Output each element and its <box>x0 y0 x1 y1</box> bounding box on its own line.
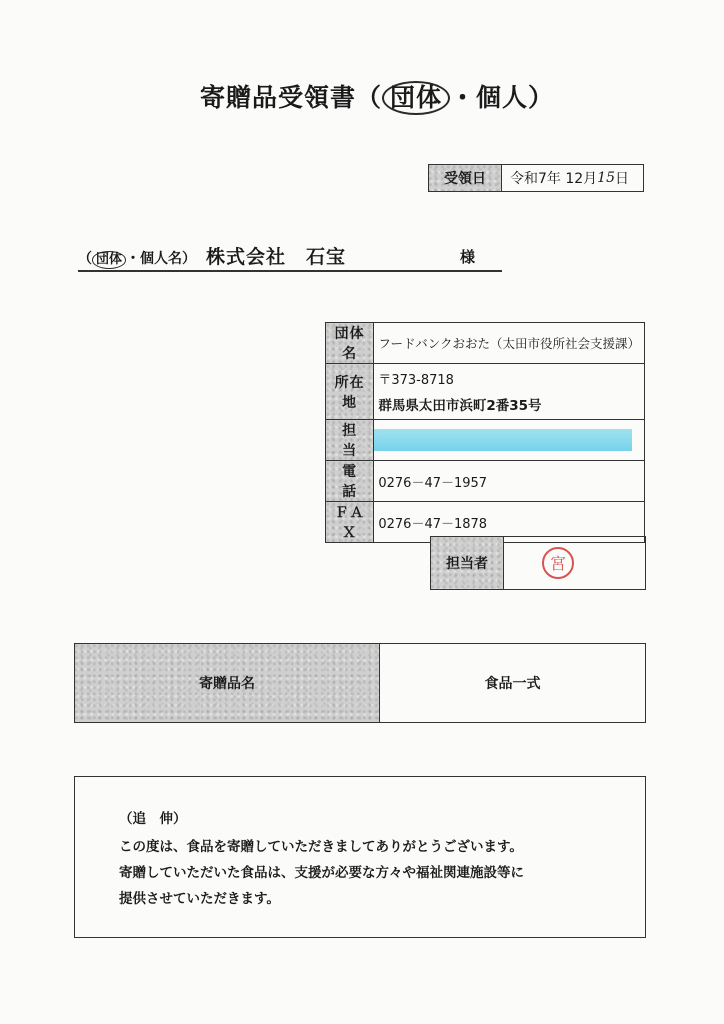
org-address-value <box>374 364 645 420</box>
postscript-heading: （追 伸） <box>119 811 187 827</box>
org-address-row <box>326 364 645 420</box>
postscript-line-3: 提供させていただきます。 <box>119 891 280 907</box>
received-date-label: 受領日 <box>429 165 502 191</box>
received-date-day-unit: 日 <box>615 171 629 187</box>
recipient-type-rest: ・個人名） <box>126 251 197 267</box>
org-phone-label: 電 話 <box>326 461 374 502</box>
seal-character: 宮 <box>549 554 567 573</box>
org-contact-row <box>326 420 645 461</box>
personal-seal-stamp <box>540 545 576 581</box>
redacted-contact-name <box>374 429 632 451</box>
org-contact-label: 担 当 <box>326 420 374 461</box>
received-date-box <box>428 164 644 192</box>
org-fax-value: 0276－47－1878 <box>374 502 645 543</box>
org-name-value: フードバンクおおた（太田市役所社会支援課） <box>374 323 645 364</box>
postscript-line-1: この度は、食品を寄贈していただきましてありがとうございます。 <box>119 839 523 855</box>
received-date-value <box>502 165 643 191</box>
document-title <box>200 78 554 115</box>
received-date-day-handwritten: 15 <box>597 170 615 186</box>
staff-stamp-area <box>504 537 645 589</box>
org-contact-value <box>374 420 645 461</box>
org-phone-value: 0276－47－1957 <box>374 461 645 502</box>
donation-item-box <box>74 643 646 723</box>
donation-item-value: 食品一式 <box>484 676 541 692</box>
recipient-type <box>78 248 196 269</box>
org-phone-row <box>326 461 645 502</box>
org-postal-code: 〒373-8718 <box>378 373 454 388</box>
donation-item-label: 寄贈品名 <box>75 644 380 722</box>
title-prefix: 寄贈品受領書（ <box>200 83 383 112</box>
postscript-line-2: 寄贈していただいた食品は、支援が必要な方々や福祉関連施設等に <box>119 865 524 881</box>
org-fax-label: ＦＡＸ <box>326 502 374 543</box>
organization-info-table <box>325 322 645 543</box>
title-suffix: ・個人） <box>450 83 555 112</box>
recipient-name: 株式会社 石宝 <box>206 246 347 268</box>
recipient-line <box>78 244 502 272</box>
org-address-label: 所在地 <box>326 364 374 420</box>
recipient-circled-option: 団体 <box>92 251 126 269</box>
received-date-month: 令和7年 12月 <box>510 171 598 187</box>
staff-label: 担当者 <box>431 537 504 589</box>
recipient-honorific: 様 <box>460 248 476 266</box>
postscript-box <box>74 776 646 938</box>
org-name-label: 団体名 <box>326 323 374 364</box>
recipient-type-open: （ <box>78 251 92 267</box>
title-circled-option: 団体 <box>382 81 450 115</box>
org-name-row <box>326 323 645 364</box>
org-address: 群馬県太田市浜町2番35号 <box>378 398 542 414</box>
staff-stamp-box <box>430 536 646 590</box>
